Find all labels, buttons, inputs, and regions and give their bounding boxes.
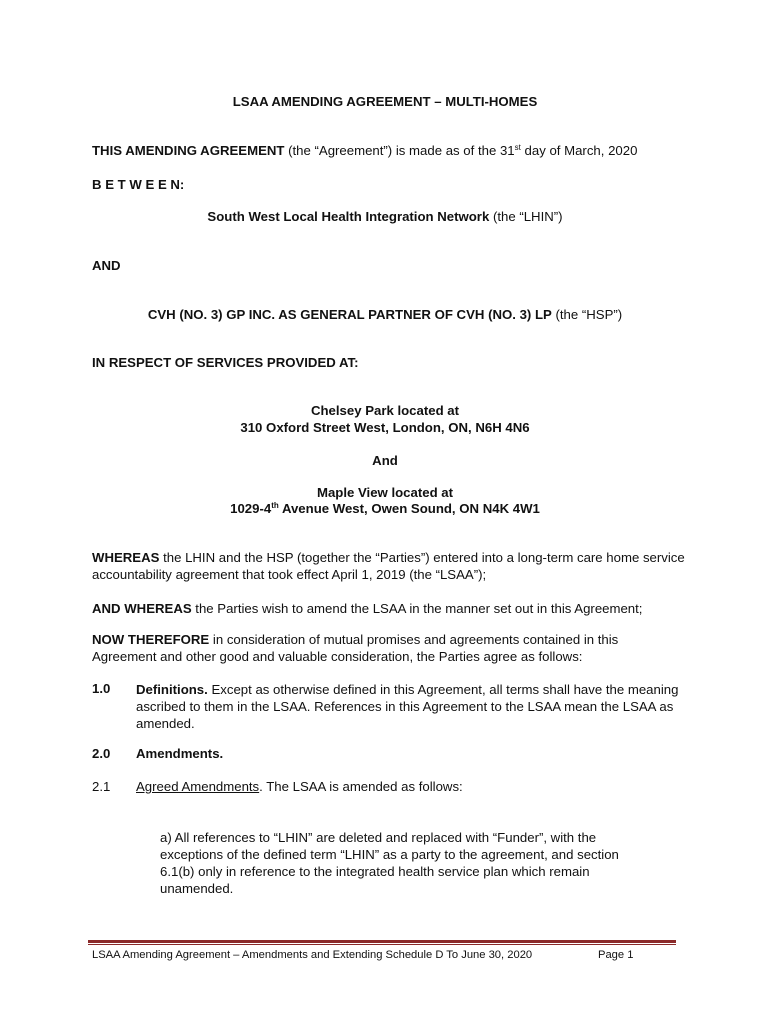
party-hsp-name: CVH (NO. 3) GP INC. AS GENERAL PARTNER OF CVH (NO. 3) LP bbox=[147, 307, 552, 322]
and-label: AND bbox=[92, 258, 121, 273]
intro-line bbox=[92, 143, 637, 158]
home1-line2: 310 Oxford Street West, London, ON, N6H 4N6 bbox=[240, 420, 530, 435]
between-label: B E T W E E N: bbox=[92, 177, 185, 192]
and-middle: And bbox=[372, 453, 398, 468]
home2-line2-pre: 1029-4 bbox=[230, 501, 272, 516]
party-lhin bbox=[0, 209, 770, 224]
in-respect-heading: IN RESPECT OF SERVICES PROVIDED AT: bbox=[92, 355, 359, 370]
now-therefore-paragraph bbox=[92, 631, 652, 665]
home2-line1: Maple View located at bbox=[316, 485, 454, 500]
home2-line2 bbox=[0, 501, 770, 516]
section-2-1-heading: Agreed Amendments bbox=[136, 779, 260, 794]
and-whereas-bold: AND WHEREAS bbox=[92, 601, 192, 616]
section-2-number: 2.0 bbox=[92, 746, 111, 761]
intro-text: (the “Agreement”) is made as of the 31 bbox=[284, 143, 515, 158]
party-hsp bbox=[0, 307, 770, 322]
intro-text-end: day of March, 2020 bbox=[520, 143, 638, 158]
section-1-body: Except as otherwise defined in this Agreement, all terms shall have the meaning ascribed to them in the LSAA. References in this Agreement to the LSAA mean the LSAA as amended. bbox=[136, 682, 679, 731]
section-1-number: 1.0 bbox=[92, 681, 111, 696]
whereas-bold: WHEREAS bbox=[92, 550, 160, 565]
footer-rule-thin bbox=[88, 944, 676, 945]
whereas-text: the LHIN and the HSP (together the “Parties”) entered into a long-term care home service accountability agreement that took effect April 1, 2019 (the “LSAA”); bbox=[92, 550, 685, 582]
home2-line2-sup: th bbox=[271, 501, 279, 510]
footer-text: LSAA Amending Agreement – Amendments and Extending Schedule D To June 30, 2020 bbox=[92, 949, 533, 961]
party-hsp-alias: (the “HSP”) bbox=[551, 307, 623, 322]
now-therefore-bold: NOW THEREFORE bbox=[92, 632, 210, 647]
section-2-1-rest: . The LSAA is amended as follows: bbox=[259, 779, 463, 794]
page-number: Page 1 bbox=[598, 949, 634, 961]
home2-line2-post: Avenue West, Owen Sound, ON N4K 4W1 bbox=[278, 501, 540, 516]
party-lhin-alias: (the “LHIN”) bbox=[489, 209, 563, 224]
footer-rule bbox=[88, 940, 676, 943]
whereas-paragraph bbox=[92, 549, 692, 583]
party-lhin-name: South West Local Health Integration Network bbox=[207, 209, 490, 224]
intro-bold: THIS AMENDING AGREEMENT bbox=[92, 143, 285, 158]
section-2-1-number: 2.1 bbox=[92, 779, 111, 794]
and-whereas-paragraph bbox=[92, 600, 692, 617]
amendment-item-a: a) All references to “LHIN” are deleted and replaced with “Funder”, with the exceptions of the defined term “LHIN” as a party to the agreement, and section 6.1(b) only in reference to the integrated health service plan which remain unamended. bbox=[160, 830, 619, 896]
home1-line1: Chelsey Park located at bbox=[310, 403, 460, 418]
section-2-heading: Amendments. bbox=[136, 746, 224, 761]
document-title: LSAA AMENDING AGREEMENT – MULTI-HOMES bbox=[232, 94, 538, 109]
section-1-heading: Definitions. bbox=[136, 682, 208, 697]
intro-sup: st bbox=[514, 143, 521, 152]
section-2-1-text bbox=[136, 779, 463, 794]
section-1-text bbox=[136, 681, 688, 732]
and-whereas-text: the Parties wish to amend the LSAA in the manner set out in this Agreement; bbox=[191, 601, 643, 616]
now-therefore-text: in consideration of mutual promises and agreements contained in this Agreement and other good and valuable consideration, the Parties agree as follows: bbox=[92, 632, 619, 664]
